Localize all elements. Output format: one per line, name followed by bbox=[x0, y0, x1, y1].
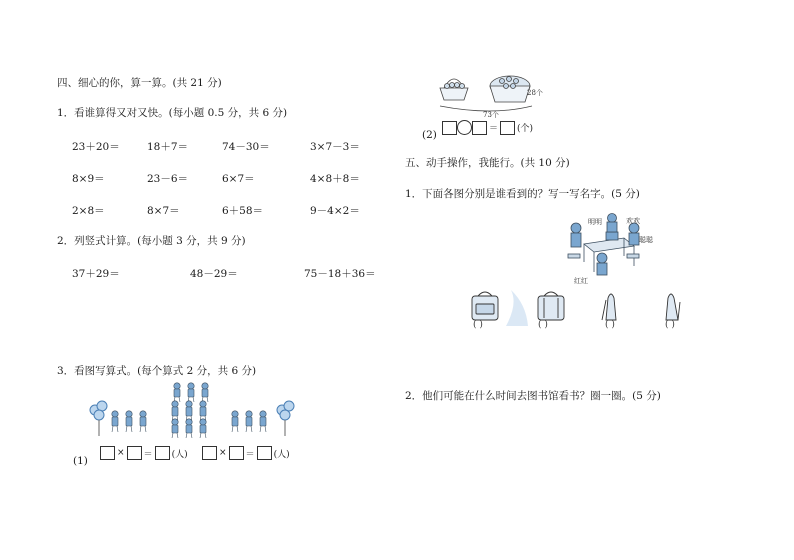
name-label-congcong: 聪聪 bbox=[639, 236, 653, 244]
answer-paren-4[interactable]: ( ) bbox=[665, 320, 675, 330]
basket-count-label: 28个 bbox=[527, 89, 543, 97]
backpack-icon bbox=[606, 232, 618, 240]
balloons-icon bbox=[90, 401, 107, 436]
child-figure bbox=[260, 411, 266, 432]
child-figure bbox=[232, 411, 238, 432]
basket-equation: ＝ (个) bbox=[442, 120, 533, 135]
q5-2-title: 2．他们可能在什么时间去图书馆看书？圈一圈。(5 分) bbox=[405, 390, 661, 402]
child-figure bbox=[568, 223, 581, 258]
q2-item: 75－18＋36＝ bbox=[304, 268, 376, 280]
q1-item: 9－4×2＝ bbox=[310, 205, 360, 217]
answer-paren-1[interactable]: ( ) bbox=[473, 320, 483, 330]
name-label-mingming: 明明 bbox=[588, 218, 602, 226]
answer-box[interactable] bbox=[202, 446, 217, 460]
answer-paren-3[interactable]: ( ) bbox=[605, 320, 615, 330]
q-basket-label: (2) bbox=[422, 129, 437, 141]
name-label-huanhuan: 欢欢 bbox=[626, 217, 640, 225]
answer-box[interactable] bbox=[257, 446, 272, 460]
q3-equation-2: × ＝ (人) bbox=[202, 446, 290, 460]
answer-box[interactable] bbox=[127, 446, 142, 460]
child-figure bbox=[200, 419, 206, 438]
q1-item: 3×7－3＝ bbox=[310, 141, 360, 153]
child-figure bbox=[186, 419, 192, 438]
answer-box[interactable] bbox=[100, 446, 115, 460]
q1-item: 8×7＝ bbox=[147, 205, 180, 217]
child-figure bbox=[607, 214, 617, 233]
q3-title: 3．看图写算式。(每个算式 2 分，共 6 分) bbox=[57, 365, 257, 377]
balloons-icon bbox=[277, 401, 294, 436]
backpack-back-view-icon bbox=[538, 292, 564, 320]
backpack-front-view-icon bbox=[472, 292, 498, 320]
q5-1-title: 1．下面各图分别是谁看到的？写一写名字。(5 分) bbox=[405, 188, 640, 200]
child-figure bbox=[126, 411, 132, 432]
section-5-title: 五、动手操作，我能行。(共 10 分) bbox=[405, 157, 570, 169]
q1-item: 23＋20＝ bbox=[72, 141, 120, 153]
q3-label: (1) bbox=[73, 455, 88, 467]
large-basket-icon bbox=[490, 76, 530, 102]
small-basket-icon bbox=[440, 79, 468, 100]
kids-balloons-illustration bbox=[85, 380, 300, 442]
answer-box[interactable] bbox=[229, 446, 244, 460]
q1-title: 1．看谁算得又对又快。(每小题 0.5 分，共 6 分) bbox=[57, 107, 288, 119]
answer-box[interactable] bbox=[500, 121, 515, 135]
child-figure bbox=[246, 411, 252, 432]
child-figure bbox=[174, 383, 180, 402]
child-figure bbox=[627, 223, 639, 258]
q3-equation-1: × ＝ (人) bbox=[100, 446, 188, 460]
child-figure bbox=[140, 411, 146, 432]
answer-box[interactable] bbox=[472, 121, 487, 135]
child-figure bbox=[188, 383, 194, 402]
q1-item: 8×9＝ bbox=[72, 173, 105, 185]
answer-box[interactable] bbox=[155, 446, 170, 460]
child-figure bbox=[112, 411, 118, 432]
q1-item: 74－30＝ bbox=[222, 141, 270, 153]
q2-item: 37＋29＝ bbox=[72, 268, 120, 280]
q1-item: 18＋7＝ bbox=[147, 141, 189, 153]
backpack-side-view-icon bbox=[602, 294, 616, 320]
child-figure bbox=[597, 253, 607, 275]
q2-item: 48－29＝ bbox=[190, 268, 238, 280]
q1-item: 6＋58＝ bbox=[222, 205, 264, 217]
q1-item: 4×8＋8＝ bbox=[310, 173, 360, 185]
name-label-honghong: 红红 bbox=[574, 277, 588, 285]
answer-paren-2[interactable]: ( ) bbox=[538, 320, 548, 330]
operator-circle[interactable] bbox=[457, 120, 472, 135]
q1-item: 23－6＝ bbox=[147, 173, 189, 185]
q1-item: 2×8＝ bbox=[72, 205, 105, 217]
q2-title: 2．列竖式计算。(每小题 3 分，共 9 分) bbox=[57, 235, 246, 247]
answer-box[interactable] bbox=[442, 121, 457, 135]
child-figure bbox=[172, 419, 178, 438]
basket-total-label: 73个 bbox=[483, 111, 499, 119]
child-figure bbox=[202, 383, 208, 402]
section-4-title: 四、细心的你，算一算。(共 21 分) bbox=[57, 77, 222, 89]
backpack-side-view-icon bbox=[666, 294, 680, 320]
q1-item: 6×7＝ bbox=[222, 173, 255, 185]
